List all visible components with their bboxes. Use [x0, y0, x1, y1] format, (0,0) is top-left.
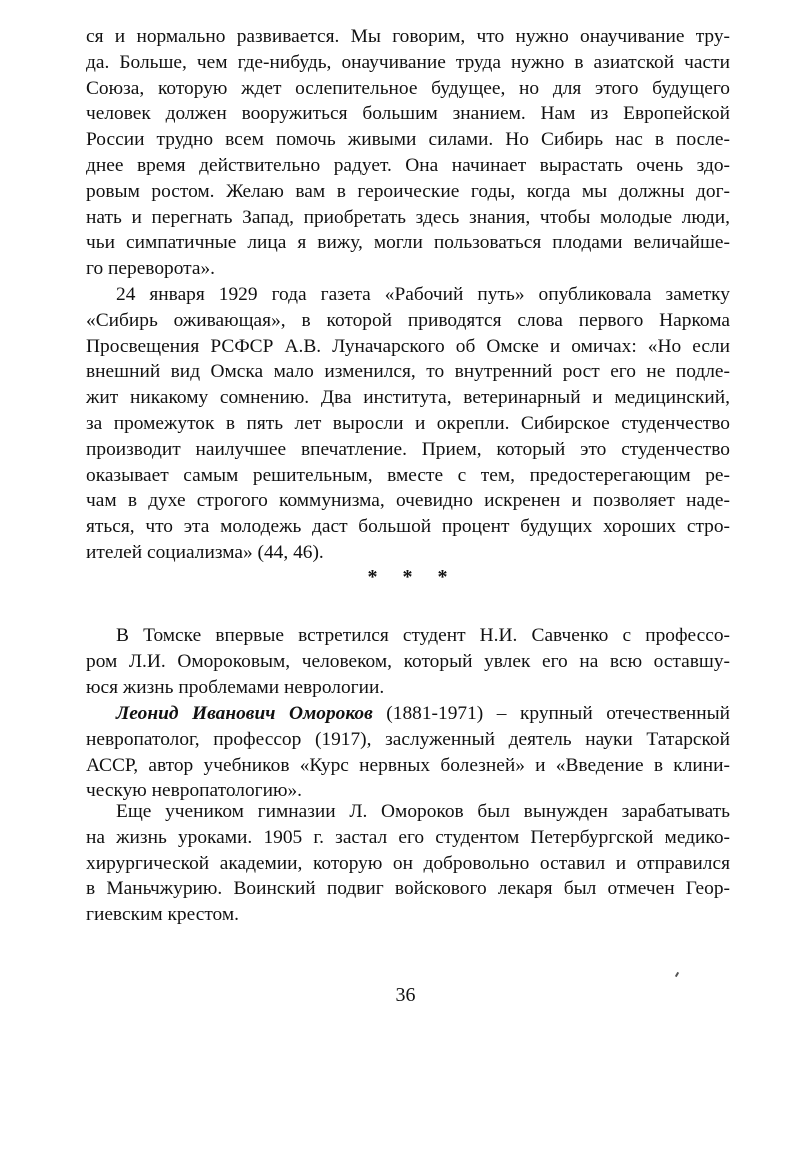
text-line: го переворота».	[86, 258, 216, 280]
text-line: хирургической академии, которую он добровольно оставил и отправился	[86, 852, 730, 874]
person-name: Леонид Иванович Омороков	[116, 703, 373, 724]
page-number: 36	[395, 984, 416, 1006]
paragraph-omorokov-early-life	[86, 799, 730, 928]
text-line: ром Л.И. Омороковым, человеком, который увлек его на всю оставшу-	[86, 650, 730, 672]
paragraph-tomsk-meeting	[86, 623, 730, 700]
text-line: за промежуток в пять лет выросли и окрепли. Сибирское студенчество	[86, 412, 730, 434]
text-line: чам в духе строгого коммунизма, очевидно искренен и позволяет наде-	[86, 490, 730, 512]
text-line: внешний вид Омска мало изменился, то внутренний рост его не подле-	[86, 361, 730, 383]
text-line: России трудно всем помочь живыми силами. Но Сибирь нас в после-	[86, 129, 730, 151]
text-line: на жизнь уроками. 1905 г. застал его студентом Петербургской медико-	[86, 826, 730, 848]
text-line: днее время действительно радует. Она начинает вырастать очень здо-	[86, 154, 730, 176]
text-line: человек должен вооружиться большим знанием. Нам из Европейской	[86, 103, 730, 125]
text-line: юся жизнь проблемами неврологии.	[86, 676, 385, 698]
text-line: Просвещения РСФСР А.В. Луначарского об Омске и омичах: «Но если	[86, 335, 730, 357]
text-line: оказывает самым решительным, вместе с тем, предостерегающим ре-	[86, 464, 730, 486]
paragraph-newspaper-article	[86, 282, 730, 566]
text-fragment: (1881-1971) – крупный отечественный	[372, 703, 730, 724]
text-line: гиевским крестом.	[86, 904, 239, 926]
text-line: АССР, автор учебников «Курс нервных болезней» и «Введение в клини-	[86, 754, 730, 776]
text-line: В Томске впервые встретился студент Н.И. Савченко с профессо-	[116, 625, 730, 646]
text-line: жит никакому сомнению. Два института, ветеринарный и медицинский,	[86, 387, 730, 409]
text-line: ческую невропатологию».	[86, 780, 303, 802]
text-line: невропатолог, профессор (1917), заслуженный деятель науки Татарской	[86, 728, 730, 750]
text-line	[86, 701, 730, 727]
text-line: 24 января 1929 года газета «Рабочий путь» опубликовала заметку	[116, 284, 730, 305]
text-line: чьи симпатичные лица я вижу, могли пользоваться плодами величайше-	[86, 232, 730, 254]
text-line: Союза, которую ждет ослепительное будущее, но для этого будущего	[86, 77, 730, 99]
text-line: ся и нормально развивается. Мы говорим, что нужно онаучивание тру-	[86, 26, 730, 47]
paragraph-quote-continuation	[86, 24, 730, 282]
text-line: ровым ростом. Желаю вам в героические годы, когда мы должны дог-	[86, 180, 730, 202]
text-line: да. Больше, чем где-нибудь, онаучивание труда нужно в азиатской части	[86, 51, 730, 73]
text-line: производит наилучшее впечатление. Прием, который это студенчество	[86, 438, 730, 460]
text-line: ителей социализма» (44, 46).	[86, 541, 324, 563]
paragraph-omorokov-bio	[86, 701, 730, 804]
text-line: Еще учеником гимназии Л. Омороков был вынужден зарабатывать	[116, 801, 730, 822]
text-line: «Сибирь оживающая», в которой приводятся слова первого Наркома	[86, 309, 730, 331]
section-separator: * * *	[367, 566, 458, 588]
text-line: нать и перегнать Запад, приобретать здесь знания, чтобы молодые люди,	[86, 206, 730, 228]
text-line: в Маньчжурию. Воинский подвиг войскового лекаря был отмечен Геор-	[86, 878, 730, 900]
text-line: яться, что эта молодежь даст большой процент будущих хороших стро-	[86, 516, 730, 538]
scan-speck	[675, 972, 679, 977]
